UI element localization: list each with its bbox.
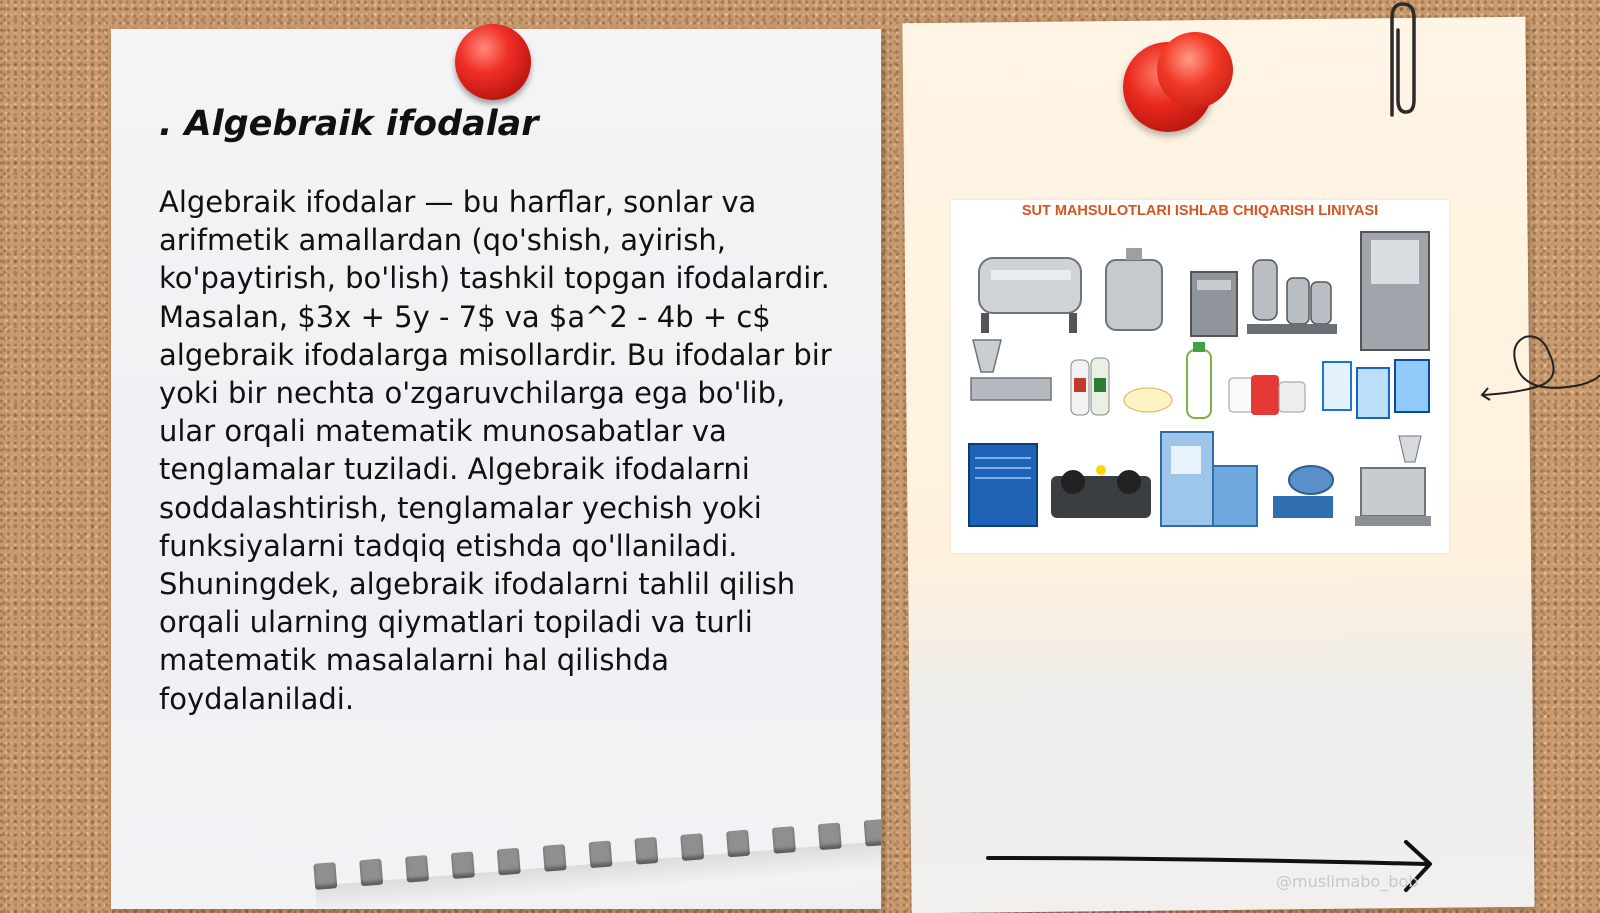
- watermark: @muslimabo_bob: [1276, 872, 1419, 891]
- paperclip-icon: [1378, 0, 1428, 125]
- note-card-left: [111, 29, 881, 909]
- squiggle-arrow-icon: [1480, 315, 1600, 410]
- compressor-icon: [1051, 465, 1151, 518]
- milk-bottle-green-icon: [1187, 342, 1211, 418]
- chiller-icon: [969, 444, 1037, 526]
- photo-caption: SUT MAHSULOTLARI ISHLAB CHIQARISH LINIYASI: [1021, 203, 1379, 219]
- torn-paper-edge: [311, 781, 881, 909]
- pasteurizer-icon: [1191, 272, 1237, 336]
- tank-machine-icon: [979, 258, 1081, 333]
- cup-filler-icon: [1355, 436, 1431, 526]
- yogurt-cups-icon: [1229, 375, 1305, 415]
- product-line-image: [951, 200, 1449, 553]
- push-pin-highlight: [1157, 32, 1233, 108]
- homogenizer-icon: [1247, 260, 1337, 334]
- vat-machine-icon: [1106, 248, 1162, 330]
- body-paragraph: Algebraik ifodalar — bu harflar, sonlar va arifmetik amallardan (qo'shish, ayirish, ko'paytirish, bo'lish) tashkil topgan ifodalardir. Masalan, $3x + 5y - 7$ va $a^2 - 4b + c$ algebraik ifodalarga misollardir. Bu ifodalar bir yoki bir nechta o'zgaruvchilarga ega bo'lib, ular orqali matematik munosabatlar va tenglamalar tuziladi. Algebraik ifodalarni soddalashtirish, tenglamalar yechish yoki funksiyalarni tadqiq etishda qo'llaniladi. Shuningdek, algebraik ifodalarni tahlil qilish orqali ularning qiymatlari topiladi va turli matematik masalalarni hal qilishda foydalaniladi.: [159, 185, 832, 716]
- milk-bottles-icon: [1071, 358, 1109, 415]
- packaging-machine-icon: [1361, 232, 1429, 350]
- filler-machine-icon: [971, 340, 1051, 400]
- separator-icon: [1273, 466, 1333, 518]
- butter-icon: [1124, 388, 1172, 412]
- blow-molder-icon: [1161, 432, 1257, 526]
- milk-packs-icon: [1323, 360, 1429, 418]
- page-title: . Algebraik ifodalar: [159, 104, 539, 144]
- push-pin-icon: [455, 24, 531, 100]
